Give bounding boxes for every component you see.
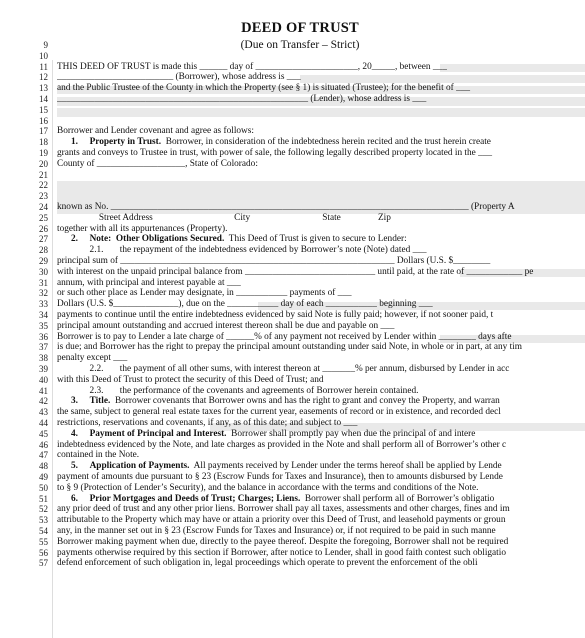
line-number: 45 [39,428,48,439]
line-number: 24 [39,202,48,212]
line-number: 27 [39,234,48,245]
line-number: 33 [39,299,48,310]
document-line: penalty except ___ [57,353,128,364]
document-line: known as No. _____________________________________________________________________________ (Property A [57,202,515,212]
line-number: 31 [39,277,48,288]
document-line: Street Address City State Zip [57,212,391,223]
line-number: 10 [39,50,48,61]
document-line: together with all its appurtenances (Property). [57,223,228,234]
document-line: 3. Title. Borrower covenants that Borrower owns and has the right to grant and convey the Property, and warran [70,396,500,407]
document-line: County of ___________________, State of Colorado: [57,158,258,169]
document-line: indebtedness evidenced by the Note, and late charges as provided in the Note and shall perform all of Borrower’s other c [57,439,507,450]
document-title: DEED OF TRUST [241,20,359,36]
document-line: with this Deed of Trust to protect the security of this Deed of Trust; and [57,374,324,385]
line-number: 44 [39,418,48,428]
document-line: restrictions, reservations and covenants, if any, as of this date; and subject to ___ [57,418,358,428]
line-number: 26 [39,223,48,234]
line-number: 14 [39,94,48,104]
line-number: 13 [39,83,48,94]
line-number: 43 [39,407,48,418]
document-line: and the Public Trustee of the County in which the Property (see § 1) is situated (Trustee); for the benefit of ___ [57,83,471,94]
document-line: Dollars (U.S. $______________), due on the ___________ day of each ___________ beginning ___ [57,299,433,310]
document-line: annum, with principal and interest payable at ___ [57,277,241,288]
document-line: the same, subject to general real estate taxes for the current year, easements of record or in existence, and recorded decl [57,407,501,418]
document-line: principal sum of ___________________________________________________________ Dollars (U.S. $________ [57,256,491,266]
document-subtitle: (Due on Transfer – Strict) [240,39,360,51]
document-line: Borrower and Lender covenant and agree as follows: [57,126,254,137]
document-line: 6. Prior Mortgages and Deeds of Trust; Charges; Liens. Borrower shall perform all of Borrower’s obligatio [70,493,495,504]
line-number: 9 [43,40,48,50]
line-number: 46 [39,439,48,450]
document-line: 1. Property in Trust. Borrower, in consideration of the indebtedness herein recited and the trust herein create [70,137,491,148]
document-line: THIS DEED OF TRUST is made this ______ day of ______________________, 20_____, between ___ [57,61,447,72]
document-line: attributable to the Property which may have or attain a priority over this Deed of Trust, and leasehold payments or groun [57,515,506,526]
document-line: with interest on the unpaid principal balance from ____________________________ until paid, at the rate of ____________ pe [57,266,534,277]
document-line: _________________________ (Borrower), whose address is ___ [57,72,301,83]
document-line: payment of amounts due pursuant to § 23 (Escrow Funds for Taxes and Insurance), then to amounts disbursed by Lende [57,472,503,482]
line-number: 48 [39,461,48,472]
document-line: 4. Payment of Principal and Interest. Borrower shall promptly pay when due the principal of and intere [70,428,476,439]
line-number: 38 [39,353,48,364]
line-number: 21 [39,169,48,180]
line-number: 53 [39,515,48,526]
line-number: 19 [39,148,48,158]
line-number: 52 [39,504,48,515]
document-line: payments otherwise required by this section if Borrower, after notice to Lender, shall in good faith contest such obligatio [57,547,507,558]
line-number: 35 [39,320,48,331]
line-number: 28 [39,245,48,256]
document-line: defend enforcement of such obligation in, legal proceedings which operate to prevent the enforcement of the obli [57,558,478,569]
document-line: grants and conveys to Trustee in trust, with power of sale, the following legally described property located in the ___ [57,148,493,158]
line-number: 23 [39,191,48,202]
document-line: 2.2. the payment of all other sums, with interest thereon at _______% per annum, disbursed by Lender in acc [57,364,510,374]
document-line: payments to continue until the entire indebtedness evidenced by said Note is fully paid; however, if not sooner paid, t [57,310,494,320]
line-number: 56 [39,547,48,558]
line-number: 39 [39,364,48,374]
line-number: 20 [39,158,48,169]
line-number: 47 [39,450,48,461]
line-number: 40 [39,374,48,385]
document-line: any prior deed of trust and any other prior liens. Borrower shall pay all taxes, assessments and other charges, fines and im [57,504,510,515]
document-line: 5. Application of Payments. All payments received by Lender under the terms hereof shall be applied by Lende [70,461,502,472]
line-number: 17 [39,126,48,137]
line-number: 37 [39,342,48,353]
line-number: 18 [39,137,48,148]
line-number: 25 [39,212,48,223]
line-number: 30 [39,266,48,277]
document-line: 2.1. the repayment of the indebtedness evidenced by Borrower’s note (Note) dated ___ [57,245,427,256]
document-line: principal amount outstanding and accrued interest thereon shall be due and payable on ___ [57,320,395,331]
line-number: 22 [39,180,48,191]
line-number: 36 [39,331,48,342]
line-number: 54 [39,526,48,536]
document-line: ______________________________________________________ (Lender), whose address is ___ [57,94,427,104]
document-line: Borrower making payment when due, directly to the payee thereof. Despite the foregoing, Borrower shall not be required [57,536,509,547]
field-shading [57,108,585,117]
document-line: Borrower is to pay to Lender a late charge of ______% of any payment not received by Lender within ________ days afte [57,331,512,342]
line-number: 41 [39,385,48,396]
line-number: 12 [39,72,48,83]
line-number: 49 [39,472,48,482]
line-number: 51 [39,493,48,504]
document-line: is due; and Borrower has the right to prepay the principal amount outstanding under said Note, in whole or in part, at any tim [57,342,522,353]
document-line: to § 9 (Protection of Lender’s Security), and the balance in accordance with the terms and conditions of the Note. [57,482,479,493]
document-line: 2.3. the performance of the covenants and agreements of Borrower herein contained. [57,385,419,396]
document-line: 2. Note: Other Obligations Secured. This Deed of Trust is given to secure to Lender: [70,234,407,245]
line-number: 29 [39,256,48,266]
document-line: any, in the manner set out in § 23 (Escrow Funds for Taxes and Insurance) or, if not required to be paid in such manne [57,526,496,536]
line-number: 42 [39,396,48,407]
line-number: 50 [39,482,48,493]
line-number: 16 [39,115,48,126]
line-number: 11 [39,61,48,72]
line-number: 34 [39,310,48,320]
line-number: 32 [39,288,48,299]
line-number: 15 [39,104,48,115]
margin-rule [52,60,53,638]
document-line: contained in the Note. [57,450,140,461]
line-number: 55 [39,536,48,547]
line-number: 57 [39,558,48,569]
document-line: or such other place as Lender may designate, in ___________ payments of ___ [57,288,352,299]
